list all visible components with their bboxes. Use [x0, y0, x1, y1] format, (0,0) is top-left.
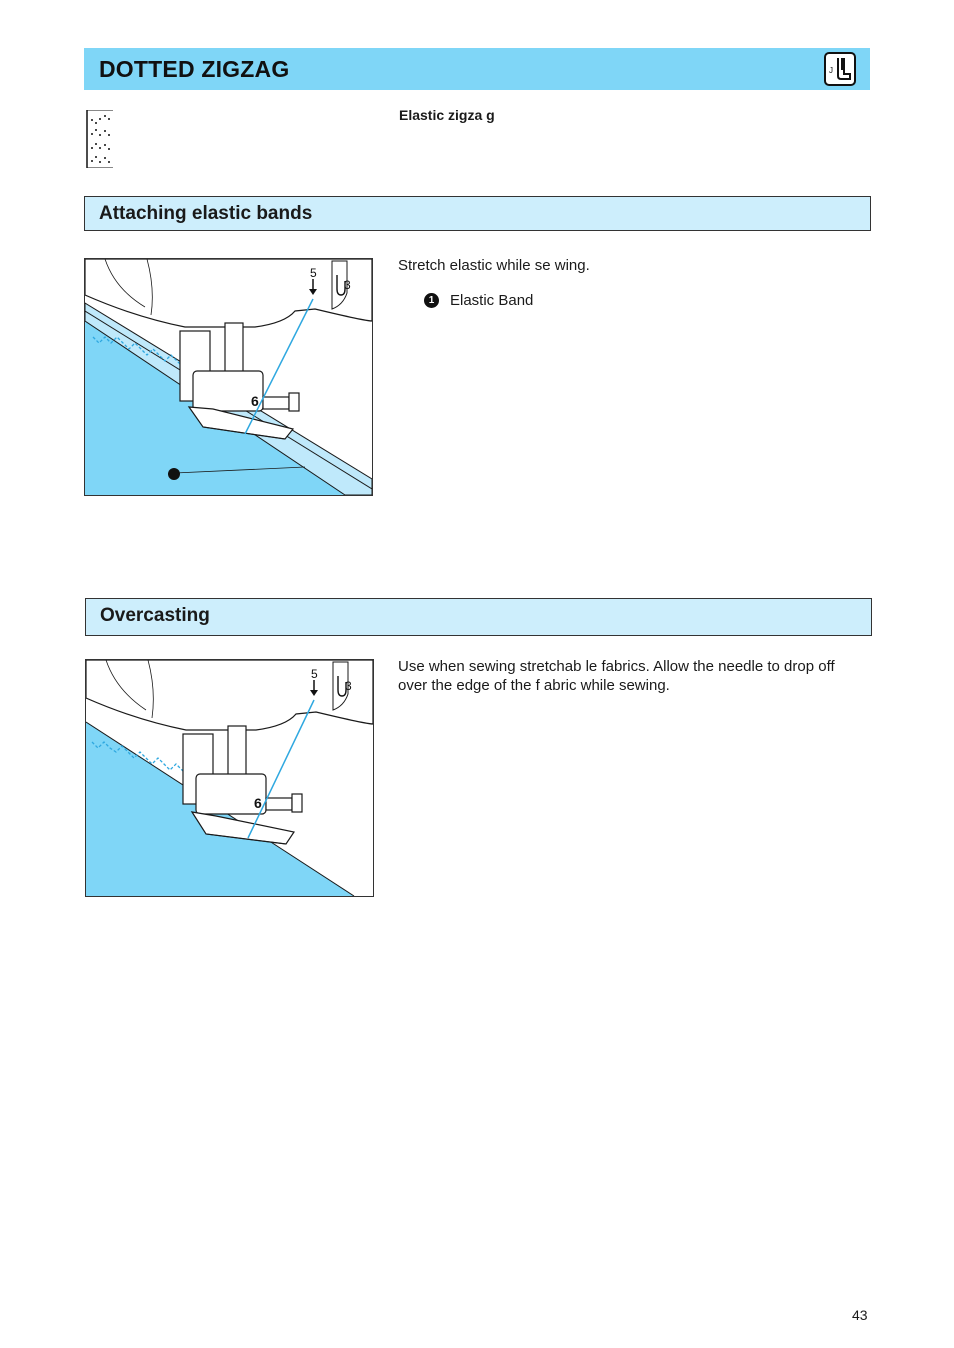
tension-label: 5 — [310, 266, 317, 280]
overcasting-paragraph — [398, 657, 835, 695]
legend-marker-1: 1 — [424, 293, 439, 308]
section-header-elastic-bands — [84, 196, 871, 231]
foot-label: 6 — [251, 393, 259, 409]
legend-label: Elastic Band — [450, 292, 534, 309]
page-number: 43 — [852, 1307, 868, 1323]
stitch-caption: Elastic zigza g — [399, 107, 495, 123]
legend-elastic-band — [424, 292, 533, 309]
width-label: 3 — [345, 679, 352, 693]
page-title: DOTTED ZIGZAG — [99, 56, 290, 82]
section-header-overcasting — [85, 598, 872, 636]
overcasting-line-1: Use when sewing stretchab le fabrics. Allow the needle to drop off — [398, 658, 835, 675]
title-bar — [84, 48, 870, 90]
dotted-zigzag-stitch-icon — [86, 110, 114, 168]
presser-foot-J-icon — [824, 52, 856, 86]
elastic-band-paragraph: Stretch elastic while se wing. — [398, 257, 590, 274]
section-title: Attaching elastic bands — [99, 203, 313, 224]
overcasting-illustration — [85, 659, 374, 897]
elastic-band-illustration — [84, 258, 373, 496]
tension-label: 5 — [311, 667, 318, 681]
section-title: Overcasting — [100, 605, 210, 626]
width-label: 3 — [344, 278, 351, 292]
foot-label: 6 — [254, 795, 262, 811]
overcasting-line-2: over the edge of the f abric while sewing. — [398, 677, 670, 694]
svg-text:J: J — [829, 66, 833, 75]
